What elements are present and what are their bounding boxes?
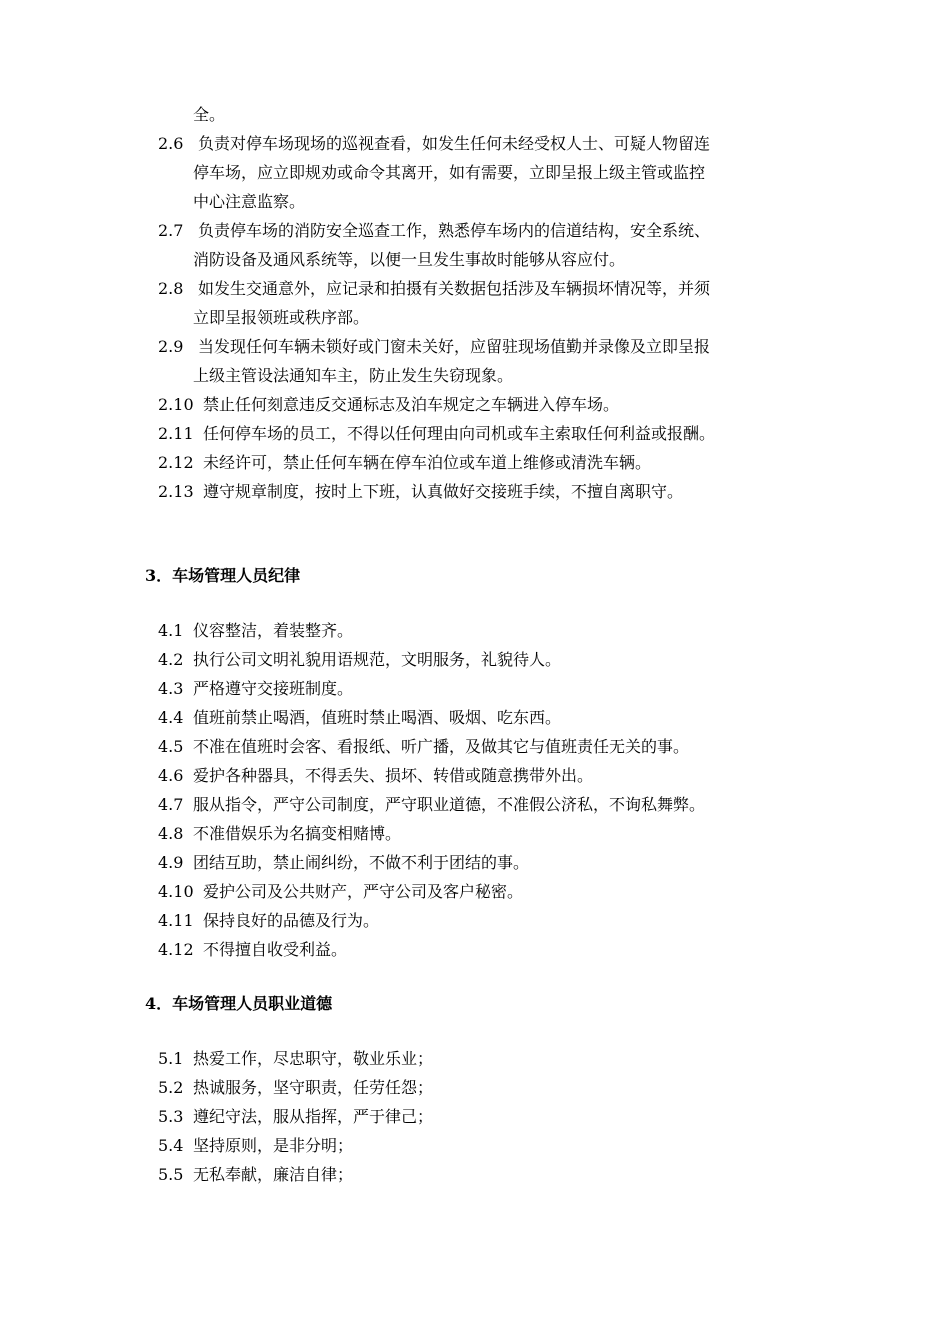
item-number: 2.11 [158,424,194,443]
section-number: 4． [145,994,173,1013]
item-text: 任何停车场的员工，不得以任何理由向司机或车主索取任何利益或报酬。 [203,424,716,443]
item-number: 4.1 [158,621,184,640]
item-number: 4.10 [158,882,194,901]
item-text: 热诚服务，坚守职责，任劳任怨； [193,1078,434,1097]
item-text: 热爱工作，尽忠职守，敬业乐业； [193,1049,434,1068]
item-text: 负责对停车场现场的巡视查看，如发生任何未经受权人士、可疑人物留连 [198,134,711,153]
item-number: 5.4 [158,1136,184,1155]
item-number: 4.4 [158,708,184,727]
item-text: 无私奉献，廉洁自律； [193,1165,354,1184]
item-text: 不得擅自收受利益。 [203,940,348,959]
item-text: 不准在值班时会客、看报纸、听广播，及做其它与值班责任无关的事。 [193,737,690,756]
item-text: 爱护各种器具，不得丢失、损坏、转借或随意携带外出。 [193,766,594,785]
item-number: 2.7 [158,221,184,240]
item-number: 2.12 [158,453,194,472]
item-number: 4.9 [158,853,184,872]
item-text: 立即呈报领班或秩序部。 [193,308,370,327]
item-text: 上级主管设法通知车主，防止发生失窃现象。 [193,366,514,385]
item-number: 2.9 [158,337,184,356]
continuation-text: 全。 [193,105,226,124]
item-text: 未经许可，禁止任何车辆在停车泊位或车道上维修或清洗车辆。 [203,453,652,472]
item-number: 5.1 [158,1049,184,1068]
item-number: 4.2 [158,650,184,669]
item-text: 停车场，应立即规劝或命令其离开，如有需要，立即呈报上级主管或监控 [193,163,706,182]
item-number: 5.5 [158,1165,184,1184]
section-title: 车场管理人员职业道德 [172,994,333,1013]
section-number: 3． [145,566,173,585]
item-text: 团结互助，禁止闹纠纷，不做不利于团结的事。 [193,853,530,872]
item-text: 爱护公司及公共财产，严守公司及客户秘密。 [203,882,524,901]
section-heading-4 [145,989,332,1018]
item-text: 值班前禁止喝酒，值班时禁止喝酒、吸烟、吃东西。 [193,708,562,727]
item-number: 4.12 [158,940,194,959]
item-number: 4.8 [158,824,184,843]
item-number: 4.11 [158,911,194,930]
item-text: 执行公司文明礼貌用语规范，文明服务，礼貌待人。 [193,650,562,669]
item-text: 不准借娱乐为名搞变相赌博。 [193,824,402,843]
item-number: 2.10 [158,395,194,414]
item-number: 4.7 [158,795,184,814]
item-text: 禁止任何刻意违反交通标志及泊车规定之车辆进入停车场。 [203,395,620,414]
item-number: 5.3 [158,1107,184,1126]
item-number: 2.8 [158,279,184,298]
item-text: 中心注意监察。 [193,192,306,211]
item-text: 服从指令，严守公司制度，严守职业道德，不准假公济私，不询私舞弊。 [193,795,706,814]
item-text: 遵纪守法，服从指挥，严于律己； [193,1107,434,1126]
item-text: 负责停车场的消防安全巡查工作，熟悉停车场内的信道结构，安全系统、 [198,221,711,240]
item-number: 5.2 [158,1078,184,1097]
item-text: 如发生交通意外，应记录和拍摄有关数据包括涉及车辆损坏情况等，并须 [198,279,711,298]
item-text: 保持良好的品德及行为。 [203,911,380,930]
section-heading-3 [145,561,300,590]
item-text: 消防设备及通风系统等，以便一旦发生事故时能够从容应付。 [193,250,626,269]
item-number: 2.6 [158,134,184,153]
item-number: 2.13 [158,482,194,501]
item-text: 严格遵守交接班制度。 [193,679,354,698]
item-text: 仪容整洁，着装整齐。 [193,621,354,640]
item-number: 4.3 [158,679,184,698]
item-text: 当发现任何车辆未锁好或门窗未关好，应留驻现场值勤并录像及立即呈报 [198,337,711,356]
item-text: 坚持原则，是非分明； [193,1136,354,1155]
item-number: 4.5 [158,737,184,756]
item-number: 4.6 [158,766,184,785]
item-text: 遵守规章制度，按时上下班，认真做好交接班手续，不擅自离职守。 [203,482,684,501]
section-title: 车场管理人员纪律 [172,566,301,585]
